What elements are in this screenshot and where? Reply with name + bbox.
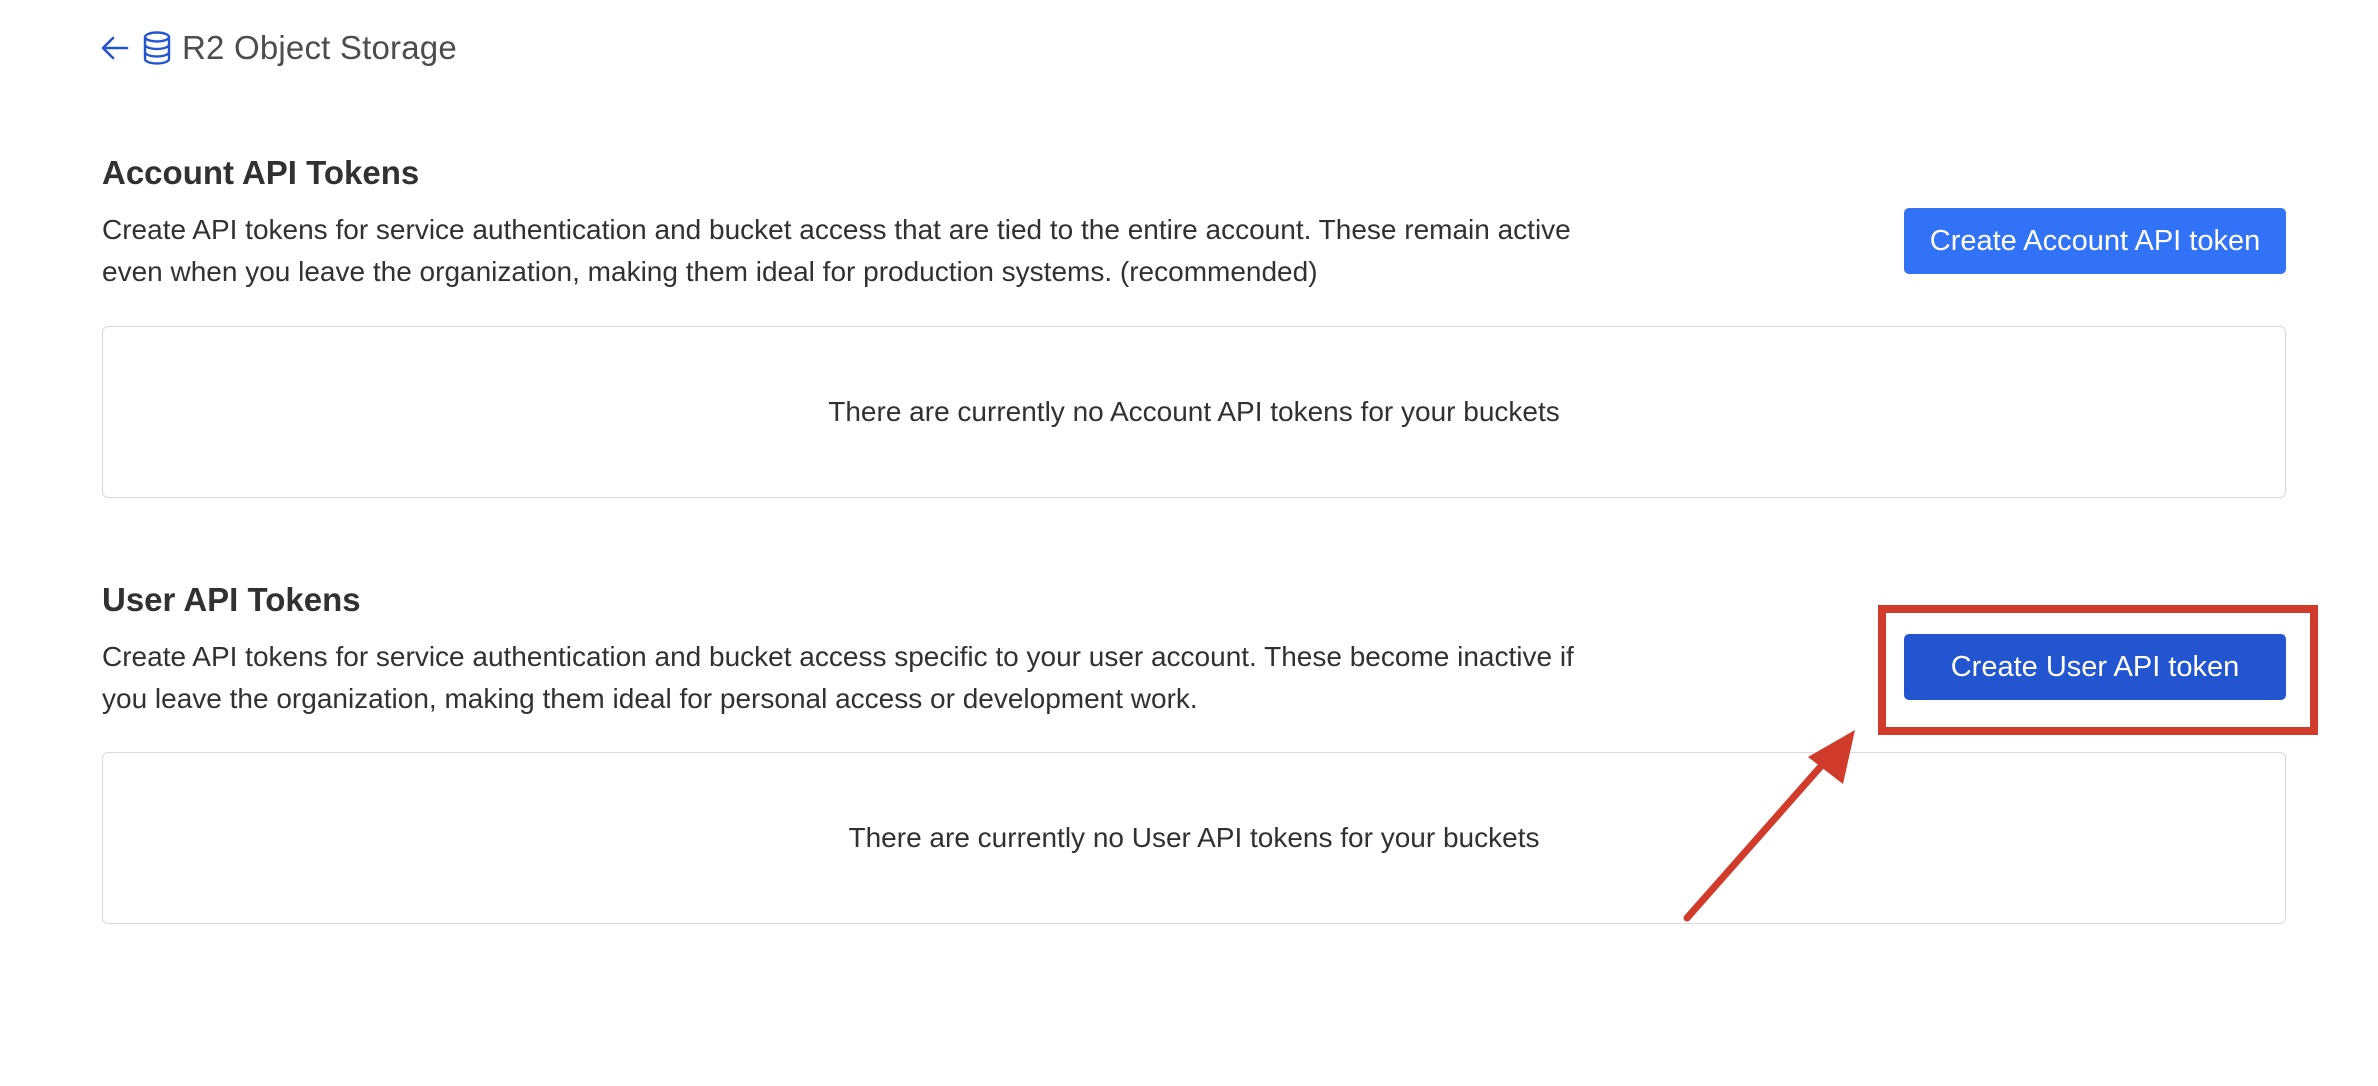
user-tokens-empty-state [102,752,2286,924]
account-tokens-description-line-1: Create API tokens for service authentication and bucket access that are tied to the entire account. These remain active [102,214,1571,245]
user-tokens-heading: User API Tokens [102,581,361,618]
account-tokens-description-line-2: even when you leave the organization, making them ideal for production systems. (recommended) [102,256,1318,287]
user-tokens-description-line-2: you leave the organization, making them ideal for personal access or development work. [102,683,1198,714]
user-tokens-description-line-1: Create API tokens for service authentication and bucket access specific to your user account. These become inactive if [102,641,1574,672]
account-tokens-empty-message: There are currently no Account API tokens for your buckets [828,396,1560,427]
database-icon [142,31,172,65]
create-user-api-token-button[interactable]: Create User API token [1904,634,2286,700]
account-tokens-heading: Account API Tokens [102,154,420,191]
arrow-left-icon[interactable] [100,33,130,63]
account-tokens-empty-state [102,326,2286,498]
create-account-api-token-button[interactable]: Create Account API token [1904,208,2286,274]
breadcrumb-title[interactable]: R2 Object Storage [182,29,457,66]
breadcrumb [100,28,457,68]
back-link[interactable] [100,33,142,63]
user-tokens-empty-message: There are currently no User API tokens for your buckets [848,822,1540,853]
